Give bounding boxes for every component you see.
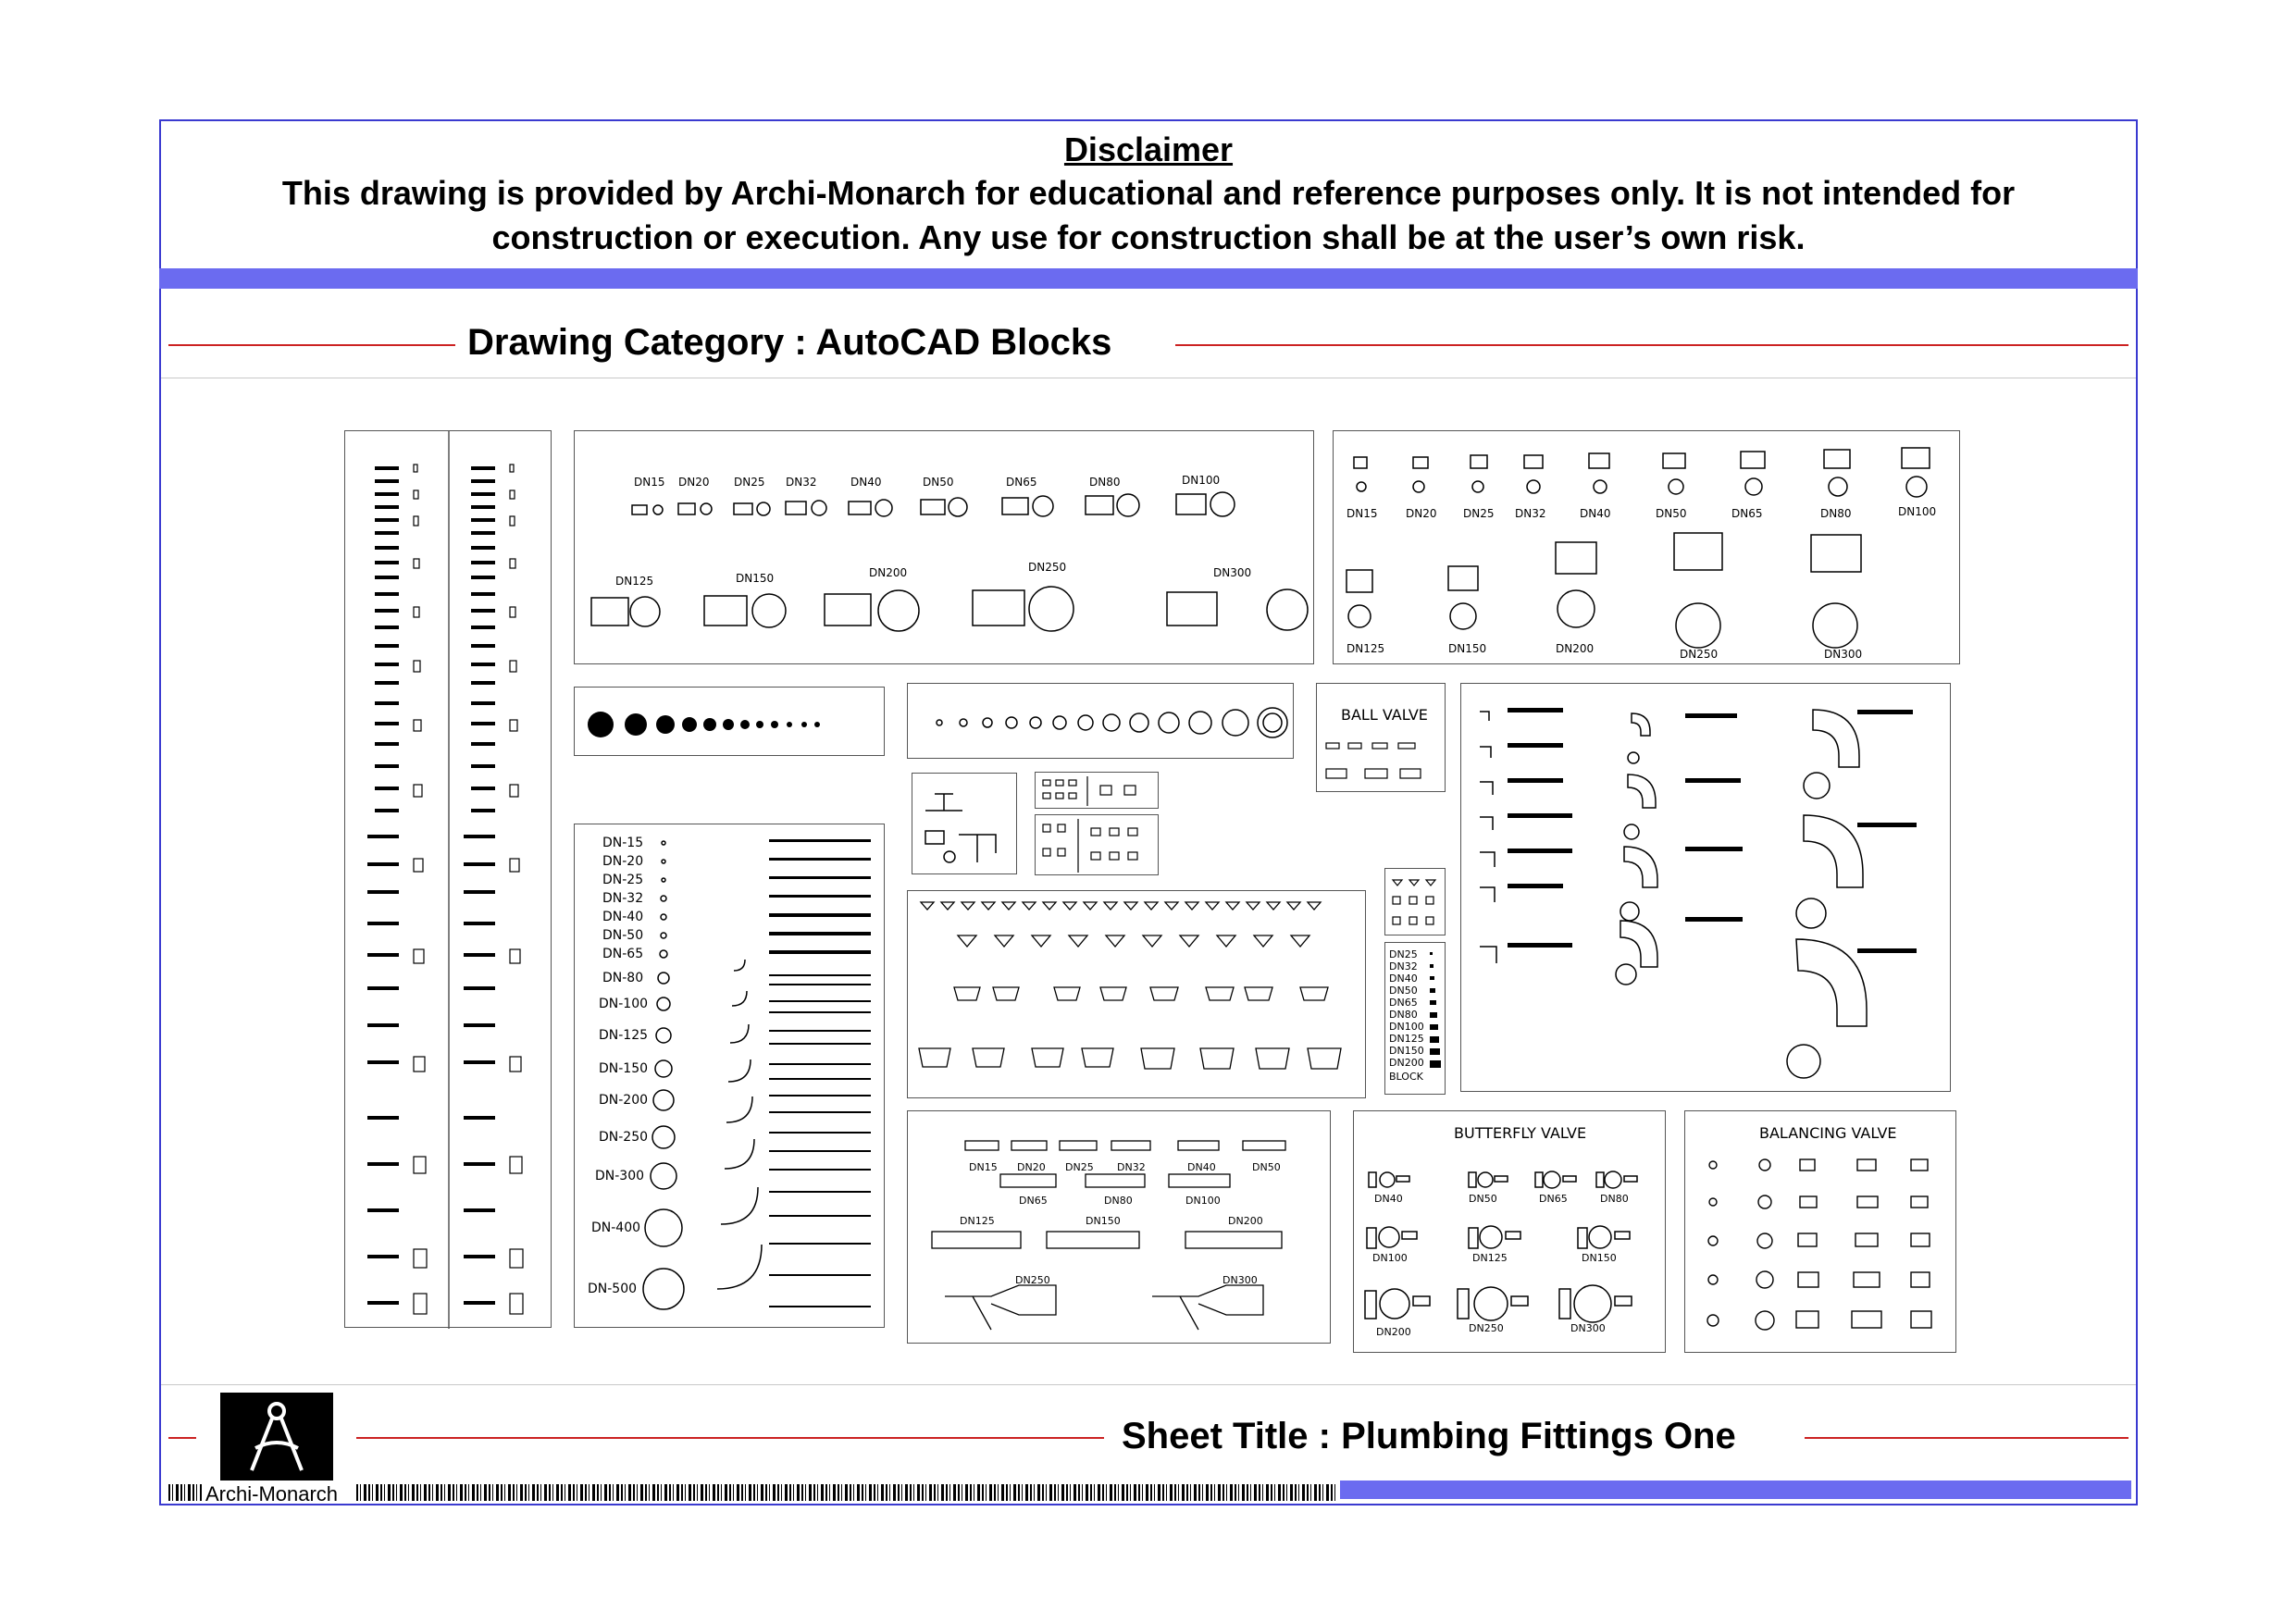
gate-valve-label: DN100 [1182,474,1221,487]
category-rule-right [1175,344,2128,346]
block-list-label: DN200 [1389,1057,1424,1069]
strainer-label: DN25 [1065,1161,1094,1173]
panel-small-fittings-a [1035,772,1159,809]
small-fittings-a-drawing [1036,773,1160,810]
globe-valve-label: DN40 [1580,507,1611,520]
pipe-size-label: DN-20 [602,854,644,869]
globe-valve-label: DN15 [1347,507,1378,520]
tee-grid-drawing [1385,869,1446,936]
pipe-size-label: DN-200 [599,1093,649,1108]
pipe-size-label: DN-125 [599,1028,649,1043]
panel-small-fittings-b [1035,814,1159,875]
block-list-label: BLOCK [1389,1071,1423,1083]
butterfly-valve-title: BUTTERFLY VALVE [1454,1124,1587,1142]
globe-valve-label: DN32 [1515,507,1546,520]
globe-valve-label: DN50 [1656,507,1687,520]
gate-valve-label: DN80 [1089,476,1121,489]
pipe-size-label: DN-500 [588,1282,638,1296]
panel-pipe-sections [574,687,885,756]
block-list-label: DN25 [1389,948,1418,960]
butterfly-size-label: DN300 [1570,1322,1606,1334]
pipe-size-label: DN-40 [602,910,644,924]
brand-name: Archi-Monarch [205,1482,339,1505]
globe-valve-label: DN20 [1406,507,1437,520]
panel-globe-valves [1333,430,1960,664]
gate-valve-label: DN150 [736,572,775,585]
pipe-size-label: DN-250 [599,1130,649,1145]
panel-fitting-list [344,430,552,1328]
strainer-label: DN32 [1117,1161,1146,1173]
globe-valve-drawing [1334,431,1961,665]
butterfly-size-label: DN100 [1372,1252,1408,1264]
butterfly-size-label: DN50 [1469,1193,1497,1205]
gate-valve-label: DN125 [615,575,654,588]
globe-valve-label: DN65 [1731,507,1763,520]
sheet-rule-left [356,1437,1104,1439]
butterfly-size-label: DN40 [1374,1193,1403,1205]
sheet-title-heading: Sheet Title : Plumbing Fittings One [1122,1416,1736,1456]
ball-valve-title: BALL VALVE [1341,706,1428,724]
pipe-size-label: DN-80 [602,971,644,985]
butterfly-size-label: DN125 [1472,1252,1508,1264]
panel-tee-grid [1384,868,1446,935]
bottom-blue-band [1340,1481,2131,1499]
sheet-rule-right [1805,1437,2128,1439]
strainer-label: DN15 [969,1161,998,1173]
disclaimer-line-1: This drawing is provided by Archi-Monarch for educational and reference purposes only. It is not intended for [281,174,2016,212]
disclaimer-block [159,130,2138,259]
pipe-sections-drawing [575,688,886,757]
disclaimer-title: Disclaimer [1063,130,1234,168]
panel-elbows [1460,683,1951,1092]
block-list-drawing [1385,943,1446,1096]
disclaimer-line-2: construction or execution. Any use for construction shall be at the user’s own risk. [491,218,1806,256]
globe-valve-label: DN300 [1824,648,1863,661]
strainer-label: DN50 [1252,1161,1281,1173]
ball-valve-drawing [1317,684,1446,793]
strainer-label: DN150 [1086,1215,1121,1227]
globe-valve-label: DN125 [1347,642,1385,655]
fitting-list-drawing [345,431,552,1329]
gate-valve-label: DN20 [678,476,710,489]
gate-valve-label: DN50 [923,476,954,489]
panel-pipe-sizes [574,824,885,1328]
strainer-label: DN65 [1019,1195,1048,1207]
gate-valve-label: DN300 [1213,566,1252,579]
category-rule-left [168,344,455,346]
globe-valve-label: DN200 [1556,642,1595,655]
block-list-label: DN100 [1389,1021,1424,1033]
butterfly-valve-drawing [1354,1111,1667,1354]
block-list-label: DN32 [1389,960,1418,973]
panel-balancing-valve [1684,1110,1956,1353]
pipe-size-label: DN-32 [602,891,644,906]
pipe-sizes-drawing [575,824,886,1329]
tees-drawing [912,774,1018,875]
block-list-label: DN65 [1389,997,1418,1009]
panel-ball-valve [1316,683,1446,792]
small-fittings-b-drawing [1036,815,1160,876]
butterfly-size-label: DN150 [1582,1252,1617,1264]
strainer-label: DN40 [1187,1161,1216,1173]
panel-gate-valves [574,430,1314,664]
panel-butterfly-valve [1353,1110,1666,1353]
butterfly-size-label: DN200 [1376,1326,1411,1338]
panel-tees [912,773,1017,874]
pipe-size-label: DN-15 [602,836,644,850]
block-list-label: DN150 [1389,1045,1424,1057]
gate-valve-label: DN250 [1028,561,1067,574]
balancing-valve-drawing [1685,1111,1957,1354]
barcode-strip [356,1484,1337,1501]
globe-valve-label: DN100 [1898,505,1937,518]
strainer-label: DN100 [1185,1195,1221,1207]
pipe-size-label: DN-50 [602,928,644,943]
globe-valve-label: DN25 [1463,507,1495,520]
gate-valve-label: DN40 [850,476,882,489]
barcode-left [168,1484,202,1501]
gate-valve-label: DN200 [869,566,908,579]
panel-flanges [907,683,1294,759]
panel-block-list [1384,942,1446,1095]
block-list-label: DN40 [1389,973,1418,985]
pipe-size-label: DN-25 [602,873,644,887]
strainers-drawing [908,1111,1332,1344]
pipe-size-label: DN-300 [595,1169,645,1183]
pipe-size-label: DN-65 [602,947,644,961]
elbows-drawing [1461,684,1952,1093]
panel-strainers [907,1110,1331,1344]
block-list-label: DN125 [1389,1033,1424,1045]
flanges-drawing [908,684,1295,760]
strainer-label: DN125 [960,1215,995,1227]
archi-monarch-logo [220,1393,333,1481]
butterfly-size-label: DN65 [1539,1193,1568,1205]
pipe-size-label: DN-150 [599,1061,649,1076]
butterfly-size-label: DN80 [1600,1193,1629,1205]
sheet-divider [161,1384,2136,1385]
top-blue-band [159,268,2138,289]
strainer-label: DN300 [1222,1274,1258,1286]
compass-logo-icon [220,1393,333,1481]
check-valves-drawing [908,891,1367,1099]
gate-valve-label: DN32 [786,476,817,489]
gate-valve-drawing [575,431,1315,665]
strainer-label: DN250 [1015,1274,1050,1286]
pipe-size-label: DN-100 [599,997,649,1011]
sheet-rule-left-short [168,1437,196,1439]
gate-valve-label: DN15 [634,476,665,489]
strainer-label: DN80 [1104,1195,1133,1207]
gate-valve-label: DN25 [734,476,765,489]
panel-check-valves [907,890,1366,1098]
globe-valve-label: DN150 [1448,642,1487,655]
balancing-valve-title: BALANCING VALVE [1759,1124,1897,1142]
globe-valve-label: DN250 [1680,648,1719,661]
strainer-label: DN20 [1017,1161,1046,1173]
pipe-size-label: DN-400 [591,1220,641,1235]
butterfly-size-label: DN250 [1469,1322,1504,1334]
category-heading: Drawing Category : AutoCAD Blocks [467,322,1112,363]
strainer-label: DN200 [1228,1215,1263,1227]
block-list-label: DN80 [1389,1009,1418,1021]
gate-valve-label: DN65 [1006,476,1037,489]
block-list-label: DN50 [1389,985,1418,997]
globe-valve-label: DN80 [1820,507,1852,520]
